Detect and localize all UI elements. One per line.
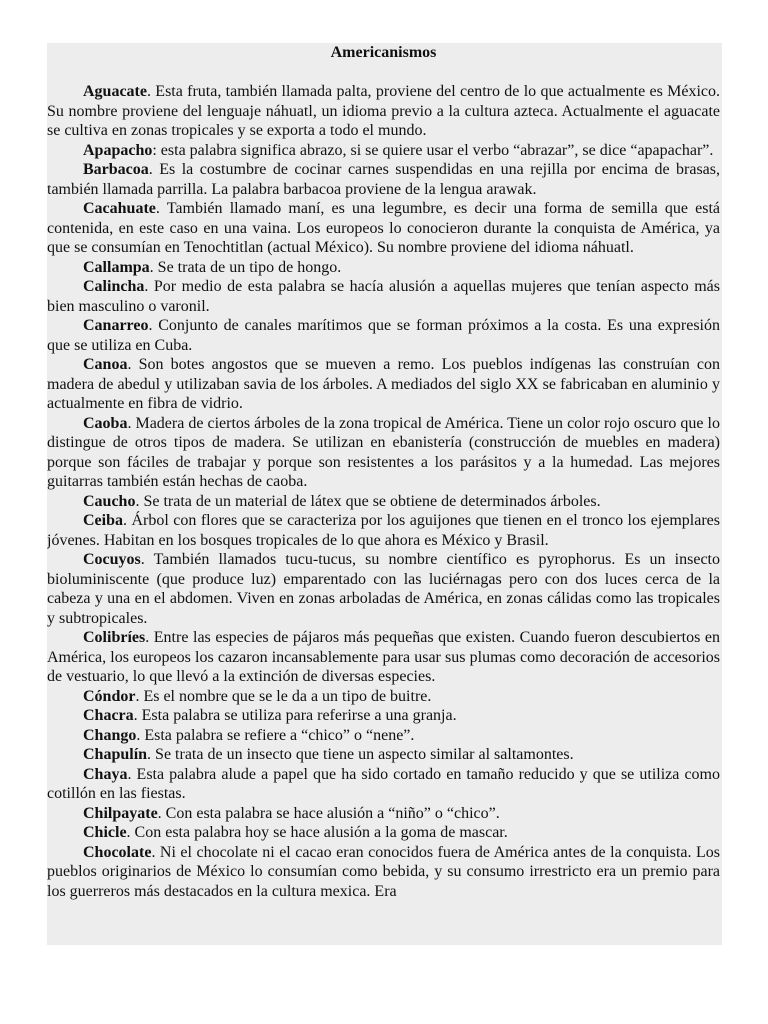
entry-definition: . Se trata de un insecto que tiene un aspecto similar al saltamontes. [147,746,574,763]
entry-definition: . Entre las especies de pájaros más pequeñas que existen. Cuando fueron descubiertos en América, los europeos los cazaron incansablemente para usar sus plumas como decoración de accesorios de vestuario, lo que llevó a la extinción de diversas especies. [47,629,720,685]
document-page [47,43,722,945]
entry-definition: . Son botes angostos que se mueven a remo. Los pueblos indígenas las construían con madera de abedul y utilizaban savia de los árboles. A mediados del siglo XX se fabricaban en aluminio y actualmente en fibra de vidrio. [47,356,720,412]
entry-definition: . Madera de ciertos árboles de la zona tropical de América. Tiene un color rojo oscuro que lo distingue de otros tipos de madera. Se utilizan en ebanistería (construcción de muebles en madera) porque son fáciles de trabajar y porque son resistentes a los parásitos y a la humedad. Las mejores guitarras también están hechas de caoba. [47,414,720,490]
entry-term: Caucho [83,492,136,510]
entry-paragraph [47,414,720,492]
entry-term: Barbacoa [83,161,149,178]
entry-definition: . Esta palabra se refiere a “chico” o “nene”. [136,726,415,744]
entry-term: Chicle [83,824,127,841]
entry-definition: . Esta fruta, también llamada palta, proviene del centro de lo que actualmente es México. Su nombre proviene del lenguaje náhuatl, un idioma previo a la cultura azteca. Actualmente el aguacate se cultiva en zonas tropicales y se exporta a todo el mundo. [47,83,720,139]
entry-term: Calincha [83,278,145,295]
entry-paragraph [47,258,720,278]
entry-term: Colibríes [83,629,146,646]
entry-term: Caoba [83,414,128,432]
entry-definition: . También llamado maní, es una legumbre, es decir una forma de semilla que está contenida, en este caso en una vaina. Los europeos lo conocieron durante la conquista de América, ya que se consumían en Tenochtitlan (actual México). Su nombre proviene del idioma náhuatl. [47,200,720,256]
entry-term: Chapulín [83,746,148,763]
document-title: Americanismos [330,44,437,61]
entry-definition: . Es la costumbre de cocinar carnes suspendidas en una rejilla por encima de brasas, también llamada parrilla. La palabra barbacoa proviene de la lengua arawak. [47,161,720,198]
entry-definition: . Por medio de esta palabra se hacía alusión a aquellas mujeres que tenían aspecto más bien masculino o varonil. [47,278,720,315]
entry-paragraph [47,804,720,824]
entry-definition: . Es el nombre que se le da a un tipo de buitre. [135,687,432,705]
entry-paragraph [47,726,720,746]
entry-term: Chango [83,726,137,744]
entry-term: Ceiba [83,512,123,529]
entry-definition: . Ni el chocolate ni el cacao eran conocidos fuera de América antes de la conquista. Los pueblos originarios de México lo consumían como bebida, y su consumo irrestricto era un premio para los guerreros más destacados en la cultura mexica. Era [47,843,720,900]
entry-paragraph [47,511,720,550]
entry-term: Chocolate [83,843,152,861]
entry-term: Cacahuate [83,200,156,217]
entry-term: Cóndor [83,687,136,705]
entry-paragraph [47,687,720,707]
entry-paragraph [47,141,720,161]
entry-paragraph [47,823,720,843]
title-spacer [47,63,720,82]
entry-paragraph [47,550,720,628]
entry-definition: . Conjunto de canales marítimos que se forman próximos a la costa. Es una expresión que se utiliza en Cuba. [47,317,720,354]
entry-term: Cocuyos [83,551,141,568]
entry-definition: . Esta palabra se utiliza para referirse a una granja. [133,707,457,724]
entry-paragraph [47,843,720,902]
entry-paragraph [47,277,720,316]
entry-paragraph [47,492,720,512]
entry-term: Chacra [83,707,134,724]
entry-definition: . Esta palabra alude a papel que ha sido cortado en tamaño reducido y que se utiliza como cotillón en las fiestas. [47,765,720,802]
entry-definition: . Se trata de un tipo de hongo. [149,258,342,276]
entry-paragraph [47,355,720,414]
entry-paragraph [47,82,720,141]
entry-paragraph [47,628,720,687]
entry-paragraph [47,160,720,199]
entry-definition: . Árbol con flores que se caracteriza por los aguijones que tienen en el tronco los ejemplares jóvenes. Habitan en los bosques tropicales de lo que ahora es México y Brasil. [47,512,720,549]
entry-definition: : esta palabra significa abrazo, si se quiere usar el verbo “abrazar”, se dice “apapachar”. [152,141,714,159]
entry-definition: . Con esta palabra se hace alusión a “niño” o “chico”. [157,804,500,822]
entry-definition: . También llamados tucu-tucus, su nombre científico es pyrophorus. Es un insecto bioluminiscente (que produce luz) emparentado con las luciérnagas pero con dos luces cerca de la cabeza y una en el abdomen. Viven en zonas arboladas de América, en zonas cálidas como las tropicales y subtropicales. [47,551,720,627]
entry-term: Chilpayate [83,804,158,822]
entry-term: Chaya [83,765,128,783]
entry-list [47,82,720,901]
entry-term: Canarreo [83,317,149,334]
entry-paragraph [47,199,720,258]
entry-term: Apapacho [83,141,153,159]
entry-definition: . Se trata de un material de látex que se obtiene de determinados árboles. [135,492,601,510]
entry-definition: . Con esta palabra hoy se hace alusión a la goma de mascar. [126,824,508,841]
entry-paragraph [47,765,720,804]
entry-paragraph [47,706,720,726]
entry-paragraph [47,745,720,765]
entry-term: Canoa [83,356,128,373]
entry-term: Callampa [83,258,150,276]
entry-term: Aguacate [83,83,147,100]
entry-paragraph [47,316,720,355]
